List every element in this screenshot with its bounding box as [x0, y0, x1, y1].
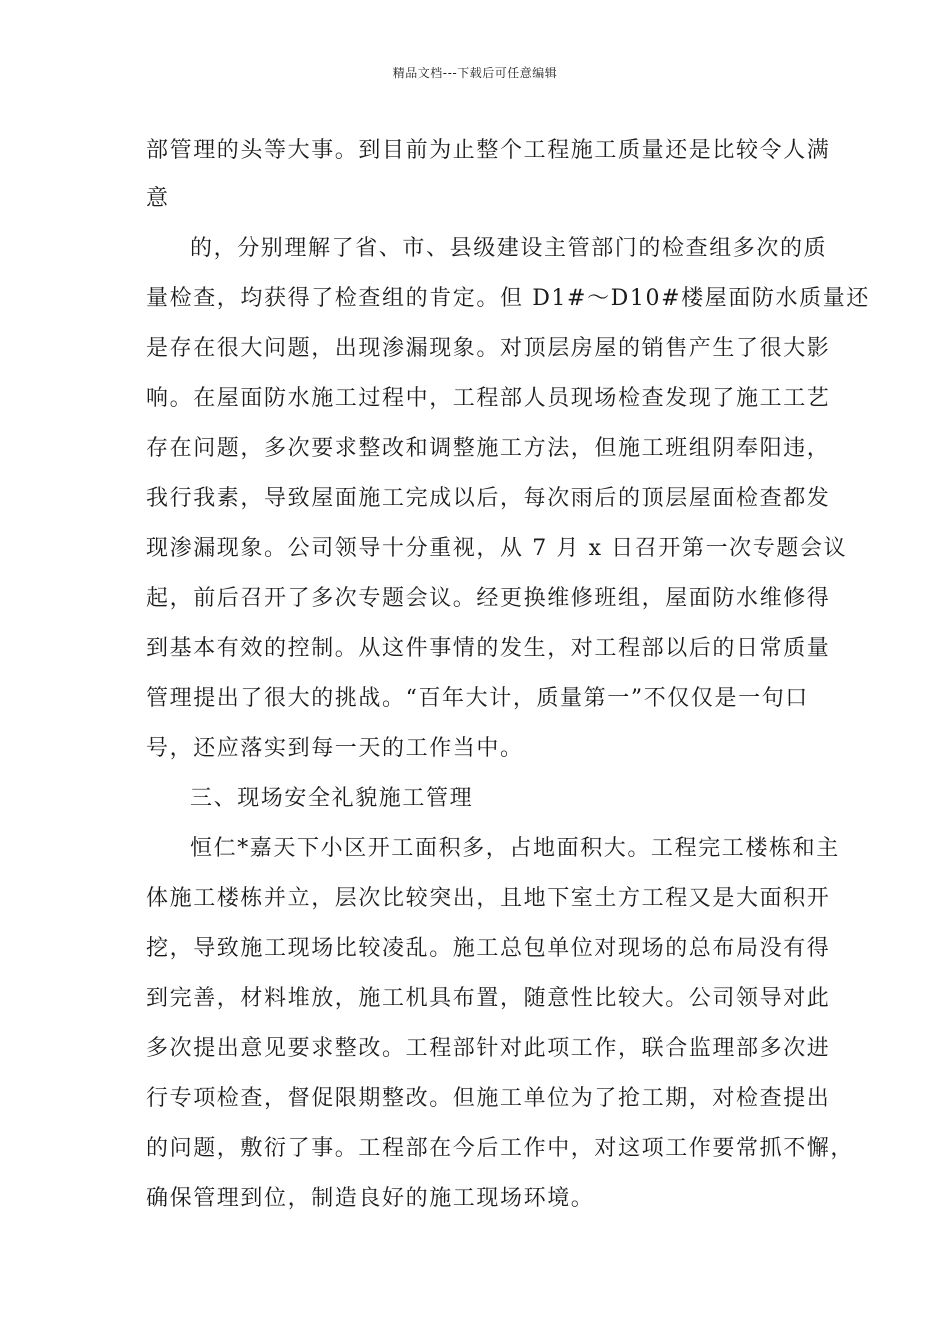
body-line-22: 确保管理到位，制造良好的施工现场环境。: [146, 1186, 595, 1211]
body-line-17: 挖，导致施工现场比较凌乱。施工总包单位对现场的总布局没有得: [146, 936, 831, 961]
body-line-3: 的，分别理解了省、市、县级建设主管部门的检查组多次的质: [190, 236, 828, 261]
body-line-11: 到基本有效的控制。从这件事情的发生，对工程部以后的日常质量: [146, 636, 831, 661]
page-header: 精品文档---下载后可任意编辑: [392, 66, 558, 80]
body-line-4: 量检查，均获得了检查组的肯定。但 D1#～D10#楼屋面防水质量还: [146, 286, 870, 311]
body-line-15: 恒仁*嘉天下小区开工面积多，占地面积大。工程完工楼栋和主: [190, 836, 840, 861]
body-line-12: 管理提出了很大的挑战。“百年大计，质量第一”不仅仅是一句口: [146, 686, 809, 711]
body-line-20: 行专项检查，督促限期整改。但施工单位为了抢工期，对检查提出: [146, 1086, 831, 1111]
body-line-7: 存在问题，多次要求整改和调整施工方法，但施工班组阴奉阳违，: [146, 436, 831, 461]
body-line-1: 部管理的头等大事。到目前为止整个工程施工质量还是比较令人满: [146, 138, 831, 163]
body-line-6: 响。在屋面防水施工过程中，工程部人员现场检查发现了施工工艺: [146, 386, 831, 411]
body-line-10: 起，前后召开了多次专题会议。经更换维修班组，屋面防水维修得: [146, 586, 831, 611]
section-heading: 三、现场安全礼貌施工管理: [190, 786, 474, 811]
body-line-8: 我行我素，导致屋面施工完成以后，每次雨后的顶层屋面检查都发: [146, 486, 831, 511]
body-line-16: 体施工楼栋并立，层次比较突出，且地下室土方工程又是大面积开: [146, 886, 831, 911]
body-line-5: 是存在很大问题，出现渗漏现象。对顶层房屋的销售产生了很大影: [146, 336, 831, 361]
body-line-21: 的问题，敷衍了事。工程部在今后工作中，对这项工作要常抓不懈，: [146, 1136, 855, 1161]
body-line-2: 意: [146, 186, 170, 211]
body-line-13: 号，还应落实到每一天的工作当中。: [146, 736, 524, 761]
body-line-9: 现渗漏现象。公司领导十分重视，从 7 月 x 日召开第一次专题会议: [146, 536, 848, 561]
body-line-18: 到完善，材料堆放，施工机具布置，随意性比较大。公司领导对此: [146, 986, 831, 1011]
body-line-19: 多次提出意见要求整改。工程部针对此项工作，联合监理部多次进: [146, 1036, 831, 1061]
